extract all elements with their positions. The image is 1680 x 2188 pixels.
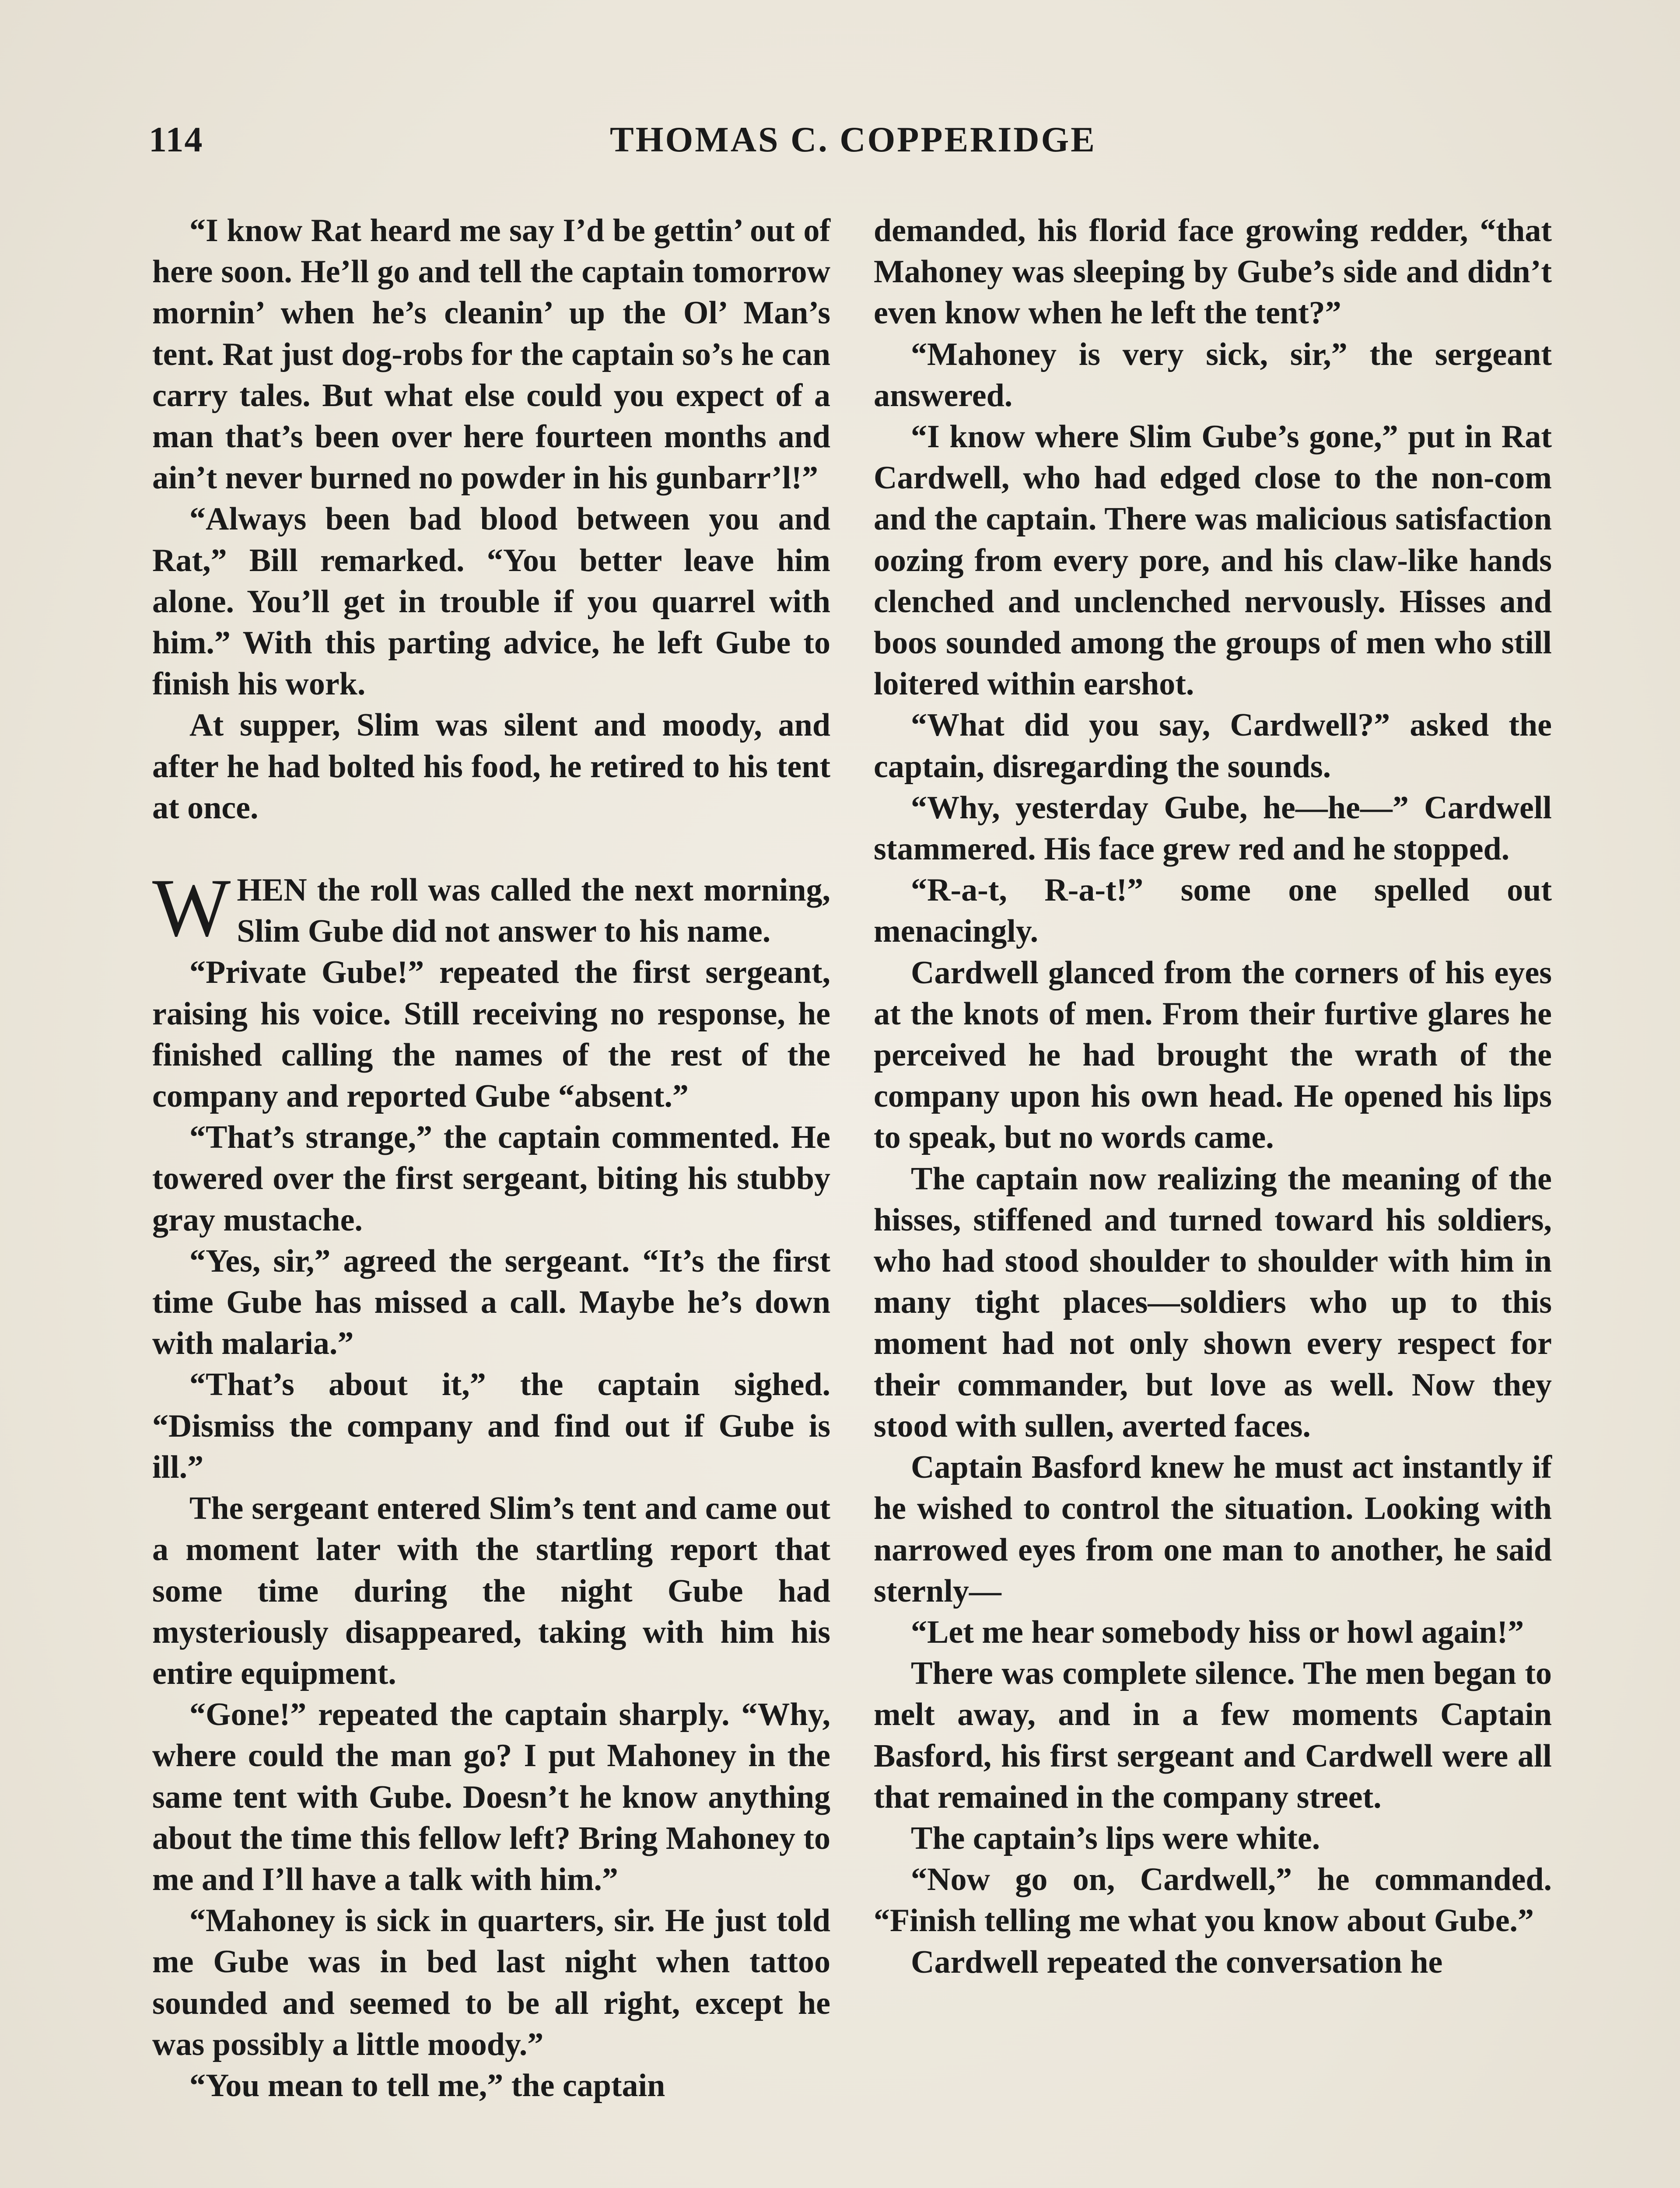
- left-column: [152, 210, 830, 2106]
- paragraph: “That’s strange,” the captain commented. He towered over the first sergeant, biting his stubby gray mustache.: [152, 1119, 830, 1238]
- paragraph: There was complete silence. The men began to melt away, and in a few moments Captain Basford, his first sergeant and Cardwell were all that remained in the company street.: [874, 1655, 1552, 1815]
- page-number: 114: [149, 119, 203, 159]
- paragraph: “You mean to tell me,” the captain: [189, 2067, 665, 2104]
- paragraph: “I know Rat heard me say I’d be gettin’ out of here soon. He’ll go and tell the captain tomorrow mornin’ when he’s cleanin’ up the Ol’ Man’s tent. Rat just dog-robs for the captain so’s he can carry tales. But what else could you expect of a man that’s been over here fourteen months and ain’t never burned no powder in his gunbarr’l!”: [152, 213, 830, 496]
- paragraph: “I know where Slim Gube’s gone,” put in Rat Cardwell, who had edged close to the non-com and the captain. There was malicious satisfaction oozing from every pore, and his claw-like hands clenched and unclenched nervously. Hisses and boos sounded among the groups of men who still loitered within earshot.: [874, 419, 1552, 702]
- paragraph: demanded, his florid face growing redder, “that Mahoney was sleeping by Gube’s side and didn’t even know when he left the tent?”: [874, 213, 1552, 331]
- paragraph: The captain’s lips were white.: [911, 1820, 1320, 1856]
- paragraph: “Now go on, Cardwell,” he commanded. “Finish telling me what you know about Gube.”: [874, 1862, 1552, 1939]
- page-header: [149, 119, 1558, 167]
- paragraph: “R-a-t, R-a-t!” some one spelled out menacingly.: [874, 872, 1552, 950]
- paragraph: The sergeant entered Slim’s tent and came out a moment later with the startling report that some time during the night Gube had mysteriously disappeared, taking with him his entire equipment.: [152, 1490, 830, 1691]
- paragraph: “Yes, sir,” agreed the sergeant. “It’s the first time Gube has missed a call. Maybe he’s down with malaria.”: [152, 1243, 830, 1362]
- running-head: THOMAS C. COPPERIDGE: [610, 119, 1096, 159]
- drop-cap: W: [152, 862, 231, 954]
- paragraph: “Mahoney is sick in quarters, sir. He just told me Gube was in bed last night when tattoo sounded and seemed to be all right, except he was possibly a little moody.”: [152, 1903, 830, 2062]
- paragraph: “Gone!” repeated the captain sharply. “Why, where could the man go? I put Mahoney in the same tent with Gube. Doesn’t he know anything about the time this fellow left? Bring Mahoney to me and I’ll have a talk with him.”: [152, 1697, 830, 1897]
- paragraph: Cardwell glanced from the corners of his eyes at the knots of men. From their furtive glares he perceived he had brought the wrath of the company upon his own head. He opened his lips to speak, but no words came.: [874, 954, 1552, 1156]
- paragraph: “What did you say, Cardwell?” asked the captain, disregarding the sounds.: [874, 707, 1552, 785]
- paragraph: The captain now realizing the meaning of the hisses, stiffened and turned toward his soldiers, who had stood shoulder to shoulder with him in many tight places—soldiers who up to this moment had not only shown every respect for their commander, but love as well. Now they stood with sullen, averted faces.: [874, 1161, 1552, 1444]
- right-column: [874, 210, 1552, 1983]
- paragraph: At supper, Slim was silent and moody, and after he had bolted his food, he retired to his tent at once.: [152, 707, 830, 826]
- paragraph-text: HEN the roll was called the next morning, Slim Gube did not answer to his name.: [237, 872, 830, 950]
- section-break: [152, 828, 830, 870]
- paragraph: “Always been bad blood between you and Rat,” Bill remarked. “You better leave him alone. You’ll get in trouble if you quarrel with him.” With this parting advice, he left Gube to finish his work.: [152, 501, 830, 702]
- paragraph: “Mahoney is very sick, sir,” the sergeant answered.: [874, 336, 1552, 414]
- paragraph: “Why, yesterday Gube, he—he—” Cardwell stammered. His face grew red and he stopped.: [874, 789, 1552, 867]
- paragraph: “That’s about it,” the captain sighed. “Dismiss the company and find out if Gube is ill.”: [152, 1367, 830, 1485]
- dropcap-paragraph: [152, 862, 830, 954]
- paragraph: Cardwell repeated the conversation he: [911, 1944, 1443, 1980]
- paragraph: “Let me hear somebody hiss or howl again!”: [911, 1614, 1524, 1650]
- paragraph: “Private Gube!” repeated the first sergeant, raising his voice. Still receiving no response, he finished calling the names of the rest of the company and reported Gube “absent.”: [152, 954, 830, 1115]
- paragraph: Captain Basford knew he must act instantly if he wished to control the situation. Looking with narrowed eyes from one man to another, he said sternly—: [874, 1449, 1552, 1609]
